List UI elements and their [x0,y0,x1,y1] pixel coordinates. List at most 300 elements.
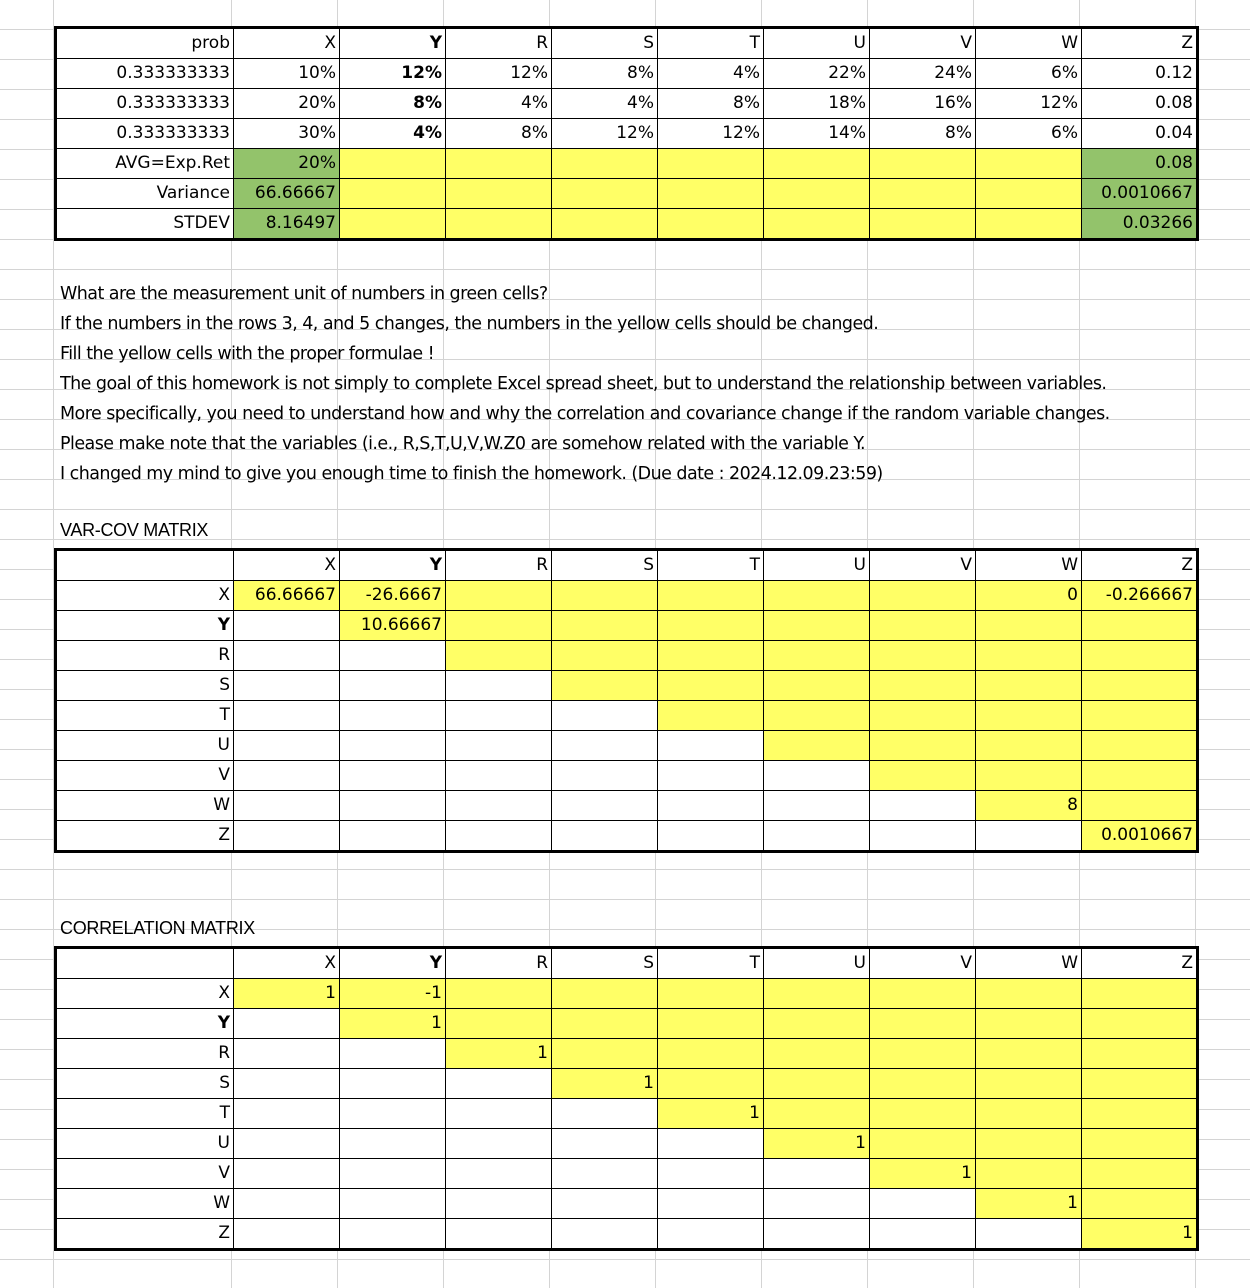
header-cell[interactable]: W [976,948,1082,979]
cell[interactable] [976,1099,1082,1129]
cell[interactable] [870,1099,976,1129]
stats-header-row [56,28,1198,59]
cell[interactable] [870,671,976,701]
cell[interactable]: 0.333333333 [56,89,234,119]
cell[interactable] [340,761,446,791]
var-cov-matrix [54,548,1199,853]
cell[interactable]: 12% [340,59,446,89]
cell[interactable] [446,581,552,611]
cell[interactable] [446,641,552,671]
header-cell[interactable]: V [870,948,976,979]
cell[interactable] [234,761,340,791]
cell[interactable] [234,1219,340,1250]
cell[interactable] [976,149,1082,179]
row-label[interactable]: V [56,761,234,791]
cell[interactable] [870,1039,976,1069]
cell[interactable] [340,671,446,701]
instruction-line[interactable]: What are the measurement unit of numbers in green cells? [60,284,548,304]
cell[interactable] [340,1069,446,1099]
cell[interactable] [340,791,446,821]
cell[interactable] [658,701,764,731]
cell[interactable] [234,611,340,641]
cell[interactable] [446,1099,552,1129]
cell[interactable]: 0.03266 [1082,209,1198,240]
cell[interactable] [340,149,446,179]
cell[interactable] [976,701,1082,731]
cell[interactable] [1082,979,1198,1009]
matrix-row [56,581,1198,611]
header-cell[interactable]: T [658,948,764,979]
cell[interactable] [1082,671,1198,701]
instruction-line[interactable]: Please make note that the variables (i.e., R,S,T,U,V,W.Z0 are somehow related with the variable Y. [60,434,865,454]
cell[interactable] [552,1039,658,1069]
cell[interactable] [552,581,658,611]
cell[interactable]: 4% [658,59,764,89]
row-label[interactable]: Variance [56,179,234,209]
cell[interactable] [976,209,1082,240]
cell[interactable] [446,701,552,731]
cell[interactable]: 6% [976,119,1082,149]
cell[interactable] [340,641,446,671]
row-label[interactable]: T [56,701,234,731]
header-cell[interactable]: X [234,948,340,979]
matrix-row [56,1069,1198,1099]
cell[interactable] [446,1219,552,1250]
instruction-line[interactable]: The goal of this homework is not simply to complete Excel spread sheet, but to understand the relationship between variables. [60,374,1107,394]
cell[interactable] [446,791,552,821]
cell[interactable] [870,1009,976,1039]
cell[interactable] [234,791,340,821]
cell[interactable] [976,641,1082,671]
cell[interactable]: 10.66667 [340,611,446,641]
row-label[interactable]: V [56,1159,234,1189]
matrix-row [56,701,1198,731]
cell[interactable] [764,1009,870,1039]
cell[interactable]: 14% [764,119,870,149]
cell[interactable] [1082,1129,1198,1159]
cell[interactable]: 0.333333333 [56,119,234,149]
cell[interactable]: 0.333333333 [56,59,234,89]
cell[interactable]: 6% [976,59,1082,89]
header-cell[interactable]: T [658,28,764,59]
row-label[interactable]: STDEV [56,209,234,240]
cell[interactable] [1082,791,1198,821]
header-cell[interactable]: Y [340,948,446,979]
cell[interactable] [446,1129,552,1159]
cell[interactable] [764,979,870,1009]
cell[interactable]: 1 [552,1069,658,1099]
matrix-row [56,611,1198,641]
cell[interactable] [446,1009,552,1039]
cell[interactable] [764,641,870,671]
cell[interactable] [234,641,340,671]
cell[interactable] [764,209,870,240]
instruction-line[interactable]: I changed my mind to give you enough time to finish the homework. (Due date : 2024.12.09.23:59) [60,464,883,484]
cell[interactable] [552,1099,658,1129]
cell[interactable] [446,1189,552,1219]
cell[interactable]: 24% [870,59,976,89]
cell[interactable] [552,791,658,821]
header-cell[interactable]: S [552,28,658,59]
row-label[interactable]: T [56,1099,234,1129]
cell[interactable] [234,1129,340,1159]
cell[interactable] [340,1159,446,1189]
cell[interactable] [658,1069,764,1099]
instruction-line[interactable]: If the numbers in the rows 3, 4, and 5 changes, the numbers in the yellow cells should be changed. [60,314,879,334]
cell[interactable] [870,979,976,1009]
header-cell[interactable]: X [234,550,340,581]
header-cell[interactable]: Y [340,550,446,581]
header-cell[interactable]: Z [1082,550,1198,581]
cell[interactable] [446,611,552,641]
cell[interactable] [764,1069,870,1099]
cell[interactable] [340,701,446,731]
cell[interactable] [658,1009,764,1039]
cell[interactable] [764,671,870,701]
cell[interactable] [1082,1039,1198,1069]
cell[interactable] [870,581,976,611]
header-cell[interactable]: R [446,948,552,979]
cell[interactable] [870,791,976,821]
cell[interactable]: 16% [870,89,976,119]
cell[interactable] [552,1219,658,1250]
cell[interactable]: 8% [340,89,446,119]
header-cell[interactable]: S [552,550,658,581]
cell[interactable] [234,821,340,852]
matrix-row [56,791,1198,821]
cell[interactable] [552,1189,658,1219]
cell[interactable]: 8.16497 [234,209,340,240]
cell[interactable] [234,1009,340,1039]
header-cell[interactable]: S [552,948,658,979]
matrix-row [56,671,1198,701]
row-label[interactable]: R [56,1039,234,1069]
cell[interactable] [658,1189,764,1219]
header-cell[interactable]: W [976,28,1082,59]
cell[interactable]: 1 [1082,1219,1198,1250]
cell[interactable] [658,179,764,209]
cell[interactable] [446,761,552,791]
cell[interactable] [870,179,976,209]
cell[interactable] [658,979,764,1009]
cell[interactable]: 0.0010667 [1082,821,1198,852]
header-cell[interactable]: U [764,550,870,581]
cell[interactable]: 4% [340,119,446,149]
cell[interactable] [552,1159,658,1189]
cell[interactable] [552,641,658,671]
cell[interactable] [976,1129,1082,1159]
cell[interactable]: 20% [234,89,340,119]
cell[interactable] [234,1159,340,1189]
cell[interactable] [764,611,870,641]
stats-data-row [56,89,1198,119]
cell[interactable] [446,209,552,240]
row-label[interactable]: AVG=Exp.Ret [56,149,234,179]
cell[interactable]: 1 [870,1159,976,1189]
cell[interactable]: 8 [976,791,1082,821]
cell[interactable] [658,791,764,821]
matrix-row [56,821,1198,852]
cell[interactable] [234,731,340,761]
cell[interactable]: 0.0010667 [1082,179,1198,209]
header-cell[interactable]: W [976,550,1082,581]
correlation-matrix [54,946,1199,1251]
row-label[interactable]: S [56,1069,234,1099]
row-label[interactable]: Z [56,1219,234,1250]
header-cell[interactable]: T [658,550,764,581]
cell[interactable] [870,731,976,761]
cell[interactable] [234,671,340,701]
cell[interactable] [552,761,658,791]
cell[interactable] [870,611,976,641]
header-cell[interactable]: Z [1082,948,1198,979]
cell[interactable] [870,761,976,791]
cell[interactable] [658,1159,764,1189]
cell[interactable] [1082,1189,1198,1219]
cell[interactable] [658,671,764,701]
header-cell[interactable]: Z [1082,28,1198,59]
cell[interactable] [764,581,870,611]
cell[interactable] [870,641,976,671]
matrix-header-row [56,948,1198,979]
instruction-line[interactable]: Fill the yellow cells with the proper formulae ! [60,344,435,364]
cell[interactable] [870,1219,976,1250]
cell[interactable] [234,1039,340,1069]
cell[interactable] [552,979,658,1009]
cell[interactable]: 1 [340,1009,446,1039]
cell[interactable] [340,1219,446,1250]
cell[interactable] [870,701,976,731]
cell[interactable]: -26.6667 [340,581,446,611]
header-cell[interactable] [56,948,234,979]
row-label[interactable]: Y [56,611,234,641]
cell[interactable]: 12% [976,89,1082,119]
cell[interactable] [446,821,552,852]
cell[interactable]: 66.66667 [234,179,340,209]
cell[interactable] [234,1189,340,1219]
cell[interactable]: 12% [446,59,552,89]
cell[interactable]: 0.12 [1082,59,1198,89]
cell[interactable] [446,671,552,701]
header-cell[interactable]: U [764,28,870,59]
cell[interactable] [1082,761,1198,791]
cell[interactable] [340,731,446,761]
header-cell[interactable]: prob [56,28,234,59]
row-label[interactable]: R [56,641,234,671]
cell[interactable] [658,731,764,761]
cell[interactable] [764,701,870,731]
cell[interactable]: 1 [446,1039,552,1069]
cell[interactable]: 18% [764,89,870,119]
cell[interactable] [658,209,764,240]
cell[interactable] [340,1189,446,1219]
cell[interactable] [658,821,764,852]
cell[interactable]: 8% [870,119,976,149]
cell[interactable] [552,821,658,852]
cell[interactable] [340,821,446,852]
cell[interactable] [446,979,552,1009]
cell[interactable] [976,1009,1082,1039]
cell[interactable] [870,1129,976,1159]
row-label[interactable]: Z [56,821,234,852]
cell[interactable]: 0.08 [1082,149,1198,179]
cell[interactable] [1082,611,1198,641]
cell[interactable] [552,611,658,641]
cell[interactable] [1082,731,1198,761]
cell[interactable] [764,1039,870,1069]
cell[interactable]: 12% [552,119,658,149]
cell[interactable]: 66.66667 [234,581,340,611]
stats-data-row [56,59,1198,89]
cell[interactable] [234,1099,340,1129]
cell[interactable] [870,209,976,240]
cell[interactable]: 1 [658,1099,764,1129]
cell[interactable] [764,1099,870,1129]
row-label[interactable]: X [56,581,234,611]
cell[interactable] [976,1159,1082,1189]
cell[interactable] [552,149,658,179]
cell[interactable]: 8% [658,89,764,119]
cell[interactable] [658,611,764,641]
cell[interactable] [658,641,764,671]
cell[interactable] [234,701,340,731]
cell[interactable]: 30% [234,119,340,149]
cell[interactable] [976,821,1082,852]
cell[interactable] [552,1009,658,1039]
cell[interactable] [446,149,552,179]
header-cell[interactable]: X [234,28,340,59]
header-cell[interactable]: Y [340,28,446,59]
cell[interactable] [870,1189,976,1219]
cell[interactable] [552,209,658,240]
stats-summary-row [56,179,1198,209]
cell[interactable] [658,1129,764,1159]
row-label[interactable]: U [56,1129,234,1159]
row-label[interactable]: W [56,1189,234,1219]
cell[interactable] [764,149,870,179]
cell[interactable] [1082,1159,1198,1189]
matrix-row [56,1009,1198,1039]
header-cell[interactable]: V [870,28,976,59]
cell[interactable] [340,1099,446,1129]
cell[interactable]: 0.04 [1082,119,1198,149]
cell[interactable] [234,1069,340,1099]
cell[interactable] [976,179,1082,209]
cell[interactable] [1082,1069,1198,1099]
cell[interactable]: 0.08 [1082,89,1198,119]
cell[interactable] [340,1039,446,1069]
cell[interactable] [446,1159,552,1189]
cell[interactable] [976,761,1082,791]
matrix-header-row [56,550,1198,581]
header-cell[interactable]: R [446,550,552,581]
cell[interactable] [764,731,870,761]
cell[interactable] [658,1039,764,1069]
row-label[interactable]: S [56,671,234,701]
var-cov-matrix-title[interactable]: VAR-COV MATRIX [60,520,209,540]
cell[interactable] [976,731,1082,761]
cell[interactable] [552,671,658,701]
cell[interactable] [658,149,764,179]
cell[interactable] [340,209,446,240]
matrix-row [56,1129,1198,1159]
cell[interactable] [1082,641,1198,671]
cell[interactable] [870,149,976,179]
cell[interactable]: 10% [234,59,340,89]
matrix-row [56,1219,1198,1250]
cell[interactable]: 12% [658,119,764,149]
cell[interactable]: 20% [234,149,340,179]
cell[interactable]: 4% [446,89,552,119]
cell[interactable] [764,821,870,852]
cell[interactable] [340,1129,446,1159]
stats-summary-row [56,209,1198,240]
cell[interactable]: 1 [234,979,340,1009]
cell[interactable] [446,1069,552,1099]
cell[interactable]: -0.266667 [1082,581,1198,611]
row-label[interactable]: U [56,731,234,761]
cell[interactable] [764,1219,870,1250]
cell[interactable]: 22% [764,59,870,89]
cell[interactable] [552,179,658,209]
header-cell[interactable]: U [764,948,870,979]
cell[interactable] [764,791,870,821]
cell[interactable]: 8% [446,119,552,149]
stats-summary-row [56,149,1198,179]
cell[interactable]: 8% [552,59,658,89]
cell[interactable] [976,611,1082,641]
header-cell[interactable]: V [870,550,976,581]
cell[interactable] [658,581,764,611]
cell[interactable] [1082,1009,1198,1039]
cell[interactable] [976,979,1082,1009]
cell[interactable] [976,671,1082,701]
cell[interactable] [552,1129,658,1159]
cell[interactable] [976,1039,1082,1069]
cell[interactable] [976,1219,1082,1250]
instruction-line[interactable]: More specifically, you need to understand how and why the correlation and covariance change if the random variable changes. [60,404,1110,424]
row-label[interactable]: X [56,979,234,1009]
cell[interactable]: 1 [976,1189,1082,1219]
cell[interactable] [552,701,658,731]
cell[interactable]: 1 [764,1129,870,1159]
header-cell[interactable] [56,550,234,581]
stats-data-row [56,119,1198,149]
cell[interactable] [1082,1099,1198,1129]
cell[interactable] [764,761,870,791]
cell[interactable] [340,179,446,209]
cell[interactable] [870,821,976,852]
cell[interactable] [870,1069,976,1099]
cell[interactable]: 0 [976,581,1082,611]
row-label[interactable]: Y [56,1009,234,1039]
row-label[interactable]: W [56,791,234,821]
cell[interactable] [658,761,764,791]
correlation-matrix-title[interactable]: CORRELATION MATRIX [60,918,255,938]
cell[interactable] [764,179,870,209]
cell[interactable] [976,1069,1082,1099]
cell[interactable] [552,731,658,761]
cell[interactable] [764,1159,870,1189]
cell[interactable]: 4% [552,89,658,119]
cell[interactable] [1082,701,1198,731]
cell[interactable]: -1 [340,979,446,1009]
cell[interactable] [446,179,552,209]
cell[interactable] [764,1189,870,1219]
header-cell[interactable]: R [446,28,552,59]
cell[interactable] [658,1219,764,1250]
cell[interactable] [446,731,552,761]
